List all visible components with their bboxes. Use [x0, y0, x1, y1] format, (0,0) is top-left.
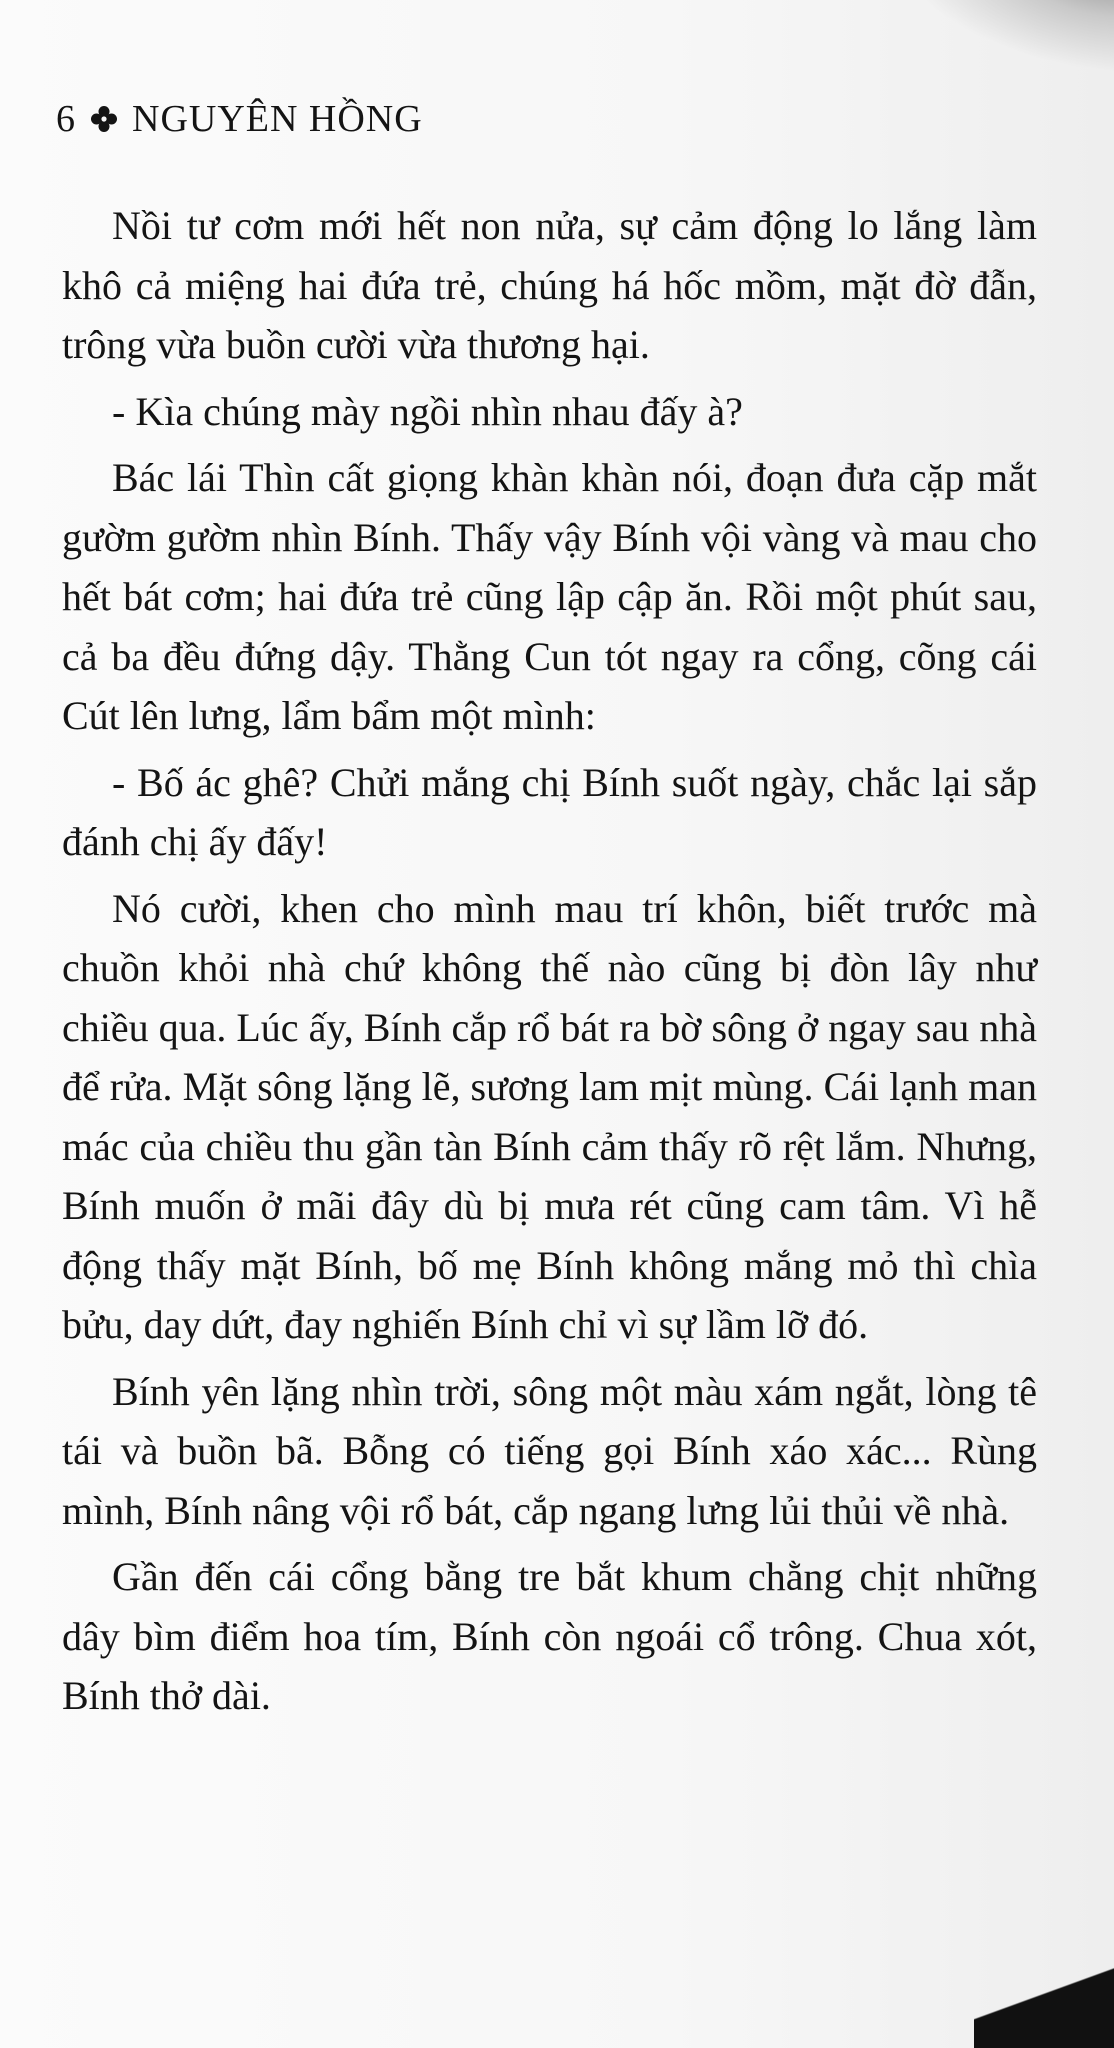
paragraph: Gần đến cái cổng bằng tre bắt khum chằng chịt những dây bìm điểm hoa tím, Bính còn ngoái cổ trông. Chua xót, Bính thở dài.: [62, 1554, 1037, 1718]
body-text: [62, 196, 1037, 1733]
paragraph: Nồi tư cơm mới hết non nửa, sự cảm động lo lắng làm khô cả miệng hai đứa trẻ, chúng há hốc mồm, mặt đờ đẫn, trông vừa buồn cười vừa thương hại.: [62, 203, 1037, 367]
paragraph: Nó cười, khen cho mình mau trí khôn, biết trước mà chuồn khỏi nhà chứ không thế nào cũng bị đòn lây như chiều qua. Lúc ấy, Bính cắp rổ bát ra bờ sông ở ngay sau nhà để rửa. Mặt sông lặng lẽ, sương lam mịt mùng. Cái lạnh man mác của chiều thu gần tàn Bính cảm thấy rõ rệt lắm. Nhưng, Bính muốn ở mãi đây dù bị mưa rét cũng cam tâm. Vì hễ động thấy mặt Bính, bố mẹ Bính không mắng mỏ thì chìa bửu, day dứt, đay nghiến Bính chỉ vì sự lầm lỡ đó.: [62, 885, 1037, 1347]
page-curl-shadow: [887, 0, 1114, 78]
dialogue-line: - Bố ác ghê? Chửi mắng chị Bính suốt ngày, chắc lại sắp đánh chị ấy đấy!: [62, 759, 1037, 864]
paragraph: Bính yên lặng nhìn trời, sông một màu xám ngắt, lòng tê tái và buồn bã. Bỗng có tiếng gọi Bính xáo xác... Rùng mình, Bính nâng vội rổ bát, cắp ngang lưng lủi thủi về nhà.: [62, 1368, 1037, 1533]
page-number: 6: [56, 98, 76, 140]
flower-icon: [90, 105, 118, 133]
author-name: NGUYÊN HỒNG: [132, 98, 423, 140]
dialogue-line: - Kìa chúng mày ngồi nhìn nhau đấy à?: [112, 388, 743, 434]
paragraph: Bác lái Thìn cất giọng khàn khàn nói, đoạn đưa cặp mắt gườm gườm nhìn Bính. Thấy vậy Bính vội vàng và mau cho hết bát cơm; hai đứa trẻ cũng lập cập ăn. Rồi một phút sau, cả ba đều đứng dậy. Thằng Cun tót ngay ra cổng, cõng cái Cút lên lưng, lẩm bẩm một mình:: [62, 455, 1037, 738]
running-header: [56, 94, 423, 144]
page-corner-shadow: [974, 1938, 1114, 2048]
